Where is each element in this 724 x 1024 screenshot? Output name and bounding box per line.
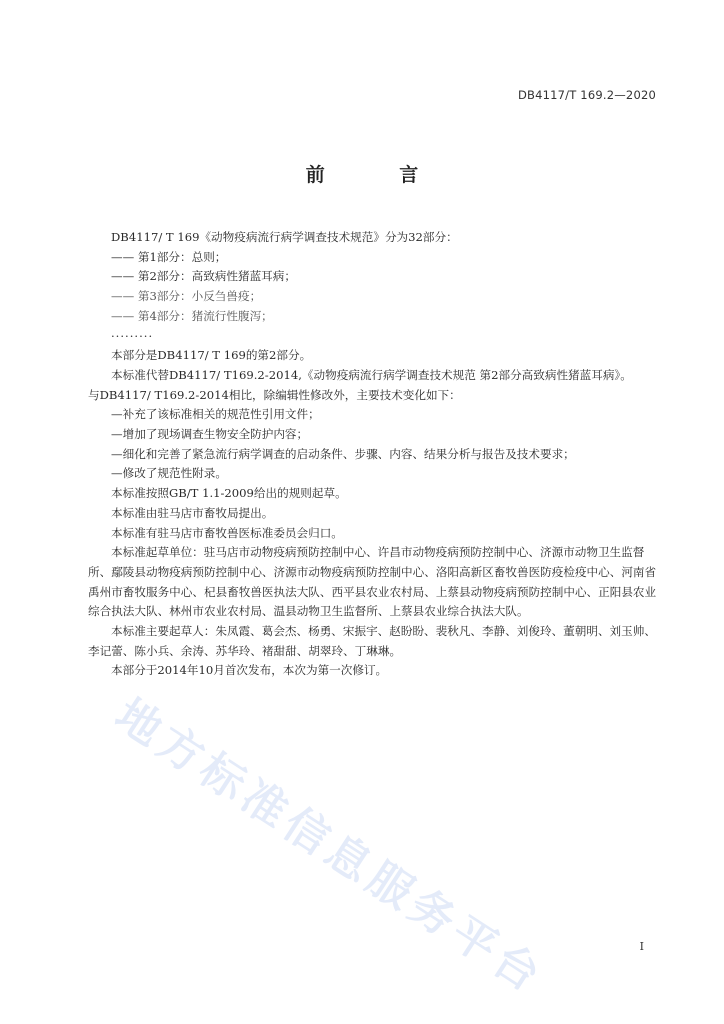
- document-code: DB4117/T 169.2—2020: [517, 88, 656, 102]
- compare-statement: 与DB4117/ T169.2-2014相比，除编辑性修改外，主要技术变化如下：: [88, 387, 461, 402]
- page-title: 前 言: [305, 164, 453, 186]
- change-item: —修改了规范性附录。: [111, 466, 227, 481]
- foreword-body: [88, 228, 658, 681]
- part-list-item: —— 第4部分：猪流行性腹泻；: [111, 308, 273, 323]
- change-item: —补充了该标准相关的规范性引用文件；: [111, 407, 320, 422]
- proposer-statement: 本标准由驻马店市畜牧局提出。: [111, 505, 274, 520]
- part-statement: 本部分是DB4117/ T 169的第2部分。: [111, 348, 312, 363]
- drafting-rule: 本标准按照GB/T 1.1-2009给出的规则起草。: [111, 486, 347, 501]
- page-number: I: [639, 940, 644, 953]
- replace-statement: 本标准代替DB4117/ T169.2-2014,《动物疫病流行病学调查技术规范 第2部分高致病性猪蓝耳病》。: [111, 367, 632, 382]
- part-list-item: —— 第1部分：总则；: [111, 249, 227, 264]
- list-ellipsis: ·········: [111, 328, 154, 343]
- part-list-item: —— 第2部分：高致病性猪蓝耳病；: [111, 269, 296, 284]
- change-item: —细化和完善了紧急流行病学调查的启动条件、步骤、内容、结果分析与报告及技术要求；: [111, 446, 575, 461]
- watermark: 地方标准信息服务平台: [106, 689, 554, 1005]
- intro-paragraph: DB4117/ T 169《动物疫病流行病学调查技术规范》分为32部分：: [111, 230, 458, 244]
- centralized-statement: 本标准有驻马店市畜牧兽医标准委员会归口。: [111, 525, 343, 540]
- release-history: 本部分于2014年10月首次发布，本次为第一次修订。: [111, 663, 388, 678]
- drafters: 本标准主要起草人：朱凤霞、葛会杰、杨勇、宋振宇、赵盼盼、裴秋凡、李静、刘俊玲、董朝明、刘玉帅、李记蕾、陈小兵、余涛、苏华玲、褚甜甜、胡翠玲、丁琳琳。: [88, 624, 656, 658]
- change-item: —增加了现场调查生物安全防护内容；: [111, 427, 309, 442]
- drafting-units: 本标准起草单位：驻马店市动物疫病预防控制中心、许昌市动物疫病预防控制中心、济源市动物卫生监督所、鄢陵县动物疫病预防控制中心、济源市动物疫病预防控制中心、洛阳高新区畜牧兽医防疫检疫中心、河南省禹州市畜牧服务中心、杞县畜牧兽医执法大队、西平县农业农村局、上蔡县动物疫病预防控制中心、正阳县农业综合执法大队、林州市农业农村局、温县动物卫生监督所、上蔡县农业综合执法大队。: [88, 545, 657, 619]
- part-list-item: —— 第3部分：小反刍兽疫；: [111, 289, 262, 304]
